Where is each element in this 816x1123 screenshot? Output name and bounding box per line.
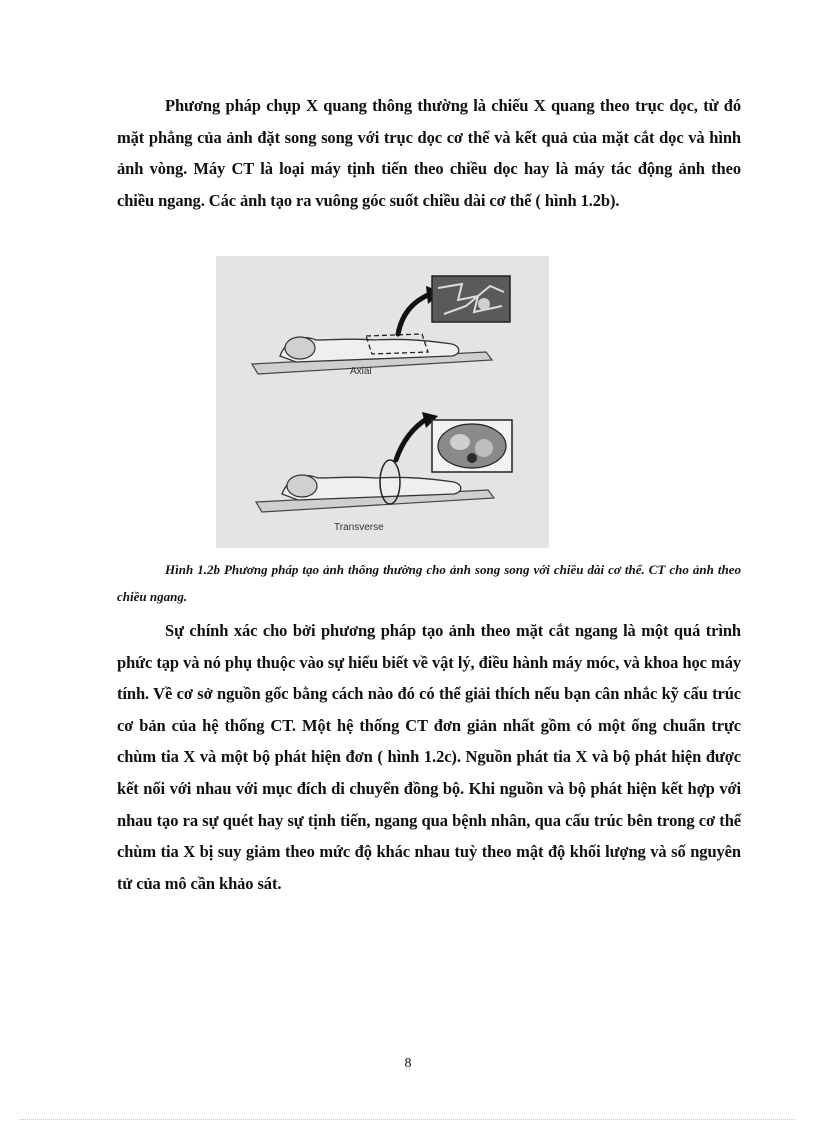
patient-transverse-illustration [256,412,512,512]
patient-axial-illustration [252,276,510,374]
figure-caption: Hình 1.2b Phương pháp tạo ảnh thông thường cho ảnh song song với chiều dài cơ thể. CT cho ảnh theo chiều ngang. [117,562,741,604]
transverse-label: Transverse [334,522,384,533]
axial-label: Axial [350,366,372,377]
page-divider [20,1119,796,1120]
paragraph-1: Phương pháp chụp X quang thông thường là chiếu X quang theo trục dọc, từ đó mặt phẳng của ảnh đặt song song với trục dọc cơ thể và kết quả của mặt cắt dọc và hình ảnh vòng. Máy CT là loại máy tịnh tiến theo chiều dọc hay là máy tác động ảnh theo chiều ngang. Các ảnh tạo ra vuông góc suốt chiều dài cơ thể ( hình 1.2b). [117,96,741,210]
figure-1-2b [216,256,549,548]
figure-illustration [216,256,549,548]
paragraph-2: Sự chính xác cho bởi phương pháp tạo ảnh theo mặt cắt ngang là một quá trình phức tạp và nó phụ thuộc vào sự hiểu biết về vật lý, điều hành máy móc, và khoa học máy tính. Về cơ sở nguồn gốc bằng cách nào đó có thể giải thích nếu bạn cân nhắc kỹ cấu trúc cơ bản của hệ thống CT. Một hệ thống CT đơn giản nhất gồm có một ống chuẩn trực chùm tia X và một bộ phát hiện đơn ( hình 1.2c). Nguồn phát tia X và bộ phát hiện được kết nối với nhau với mục đích di chuyển đồng bộ. Khi nguồn và bộ phát hiện kết hợp với nhau tạo ra sự quét hay sự tịnh tiến, ngang qua bệnh nhân, qua cấu trúc bên trong cơ thể chùm tia X bị suy giảm theo mức độ khác nhau tuỳ theo mật độ khối lượng và số nguyên tử của mô cần khảo sát. [117,621,741,893]
page-number: 8 [404,1056,412,1071]
